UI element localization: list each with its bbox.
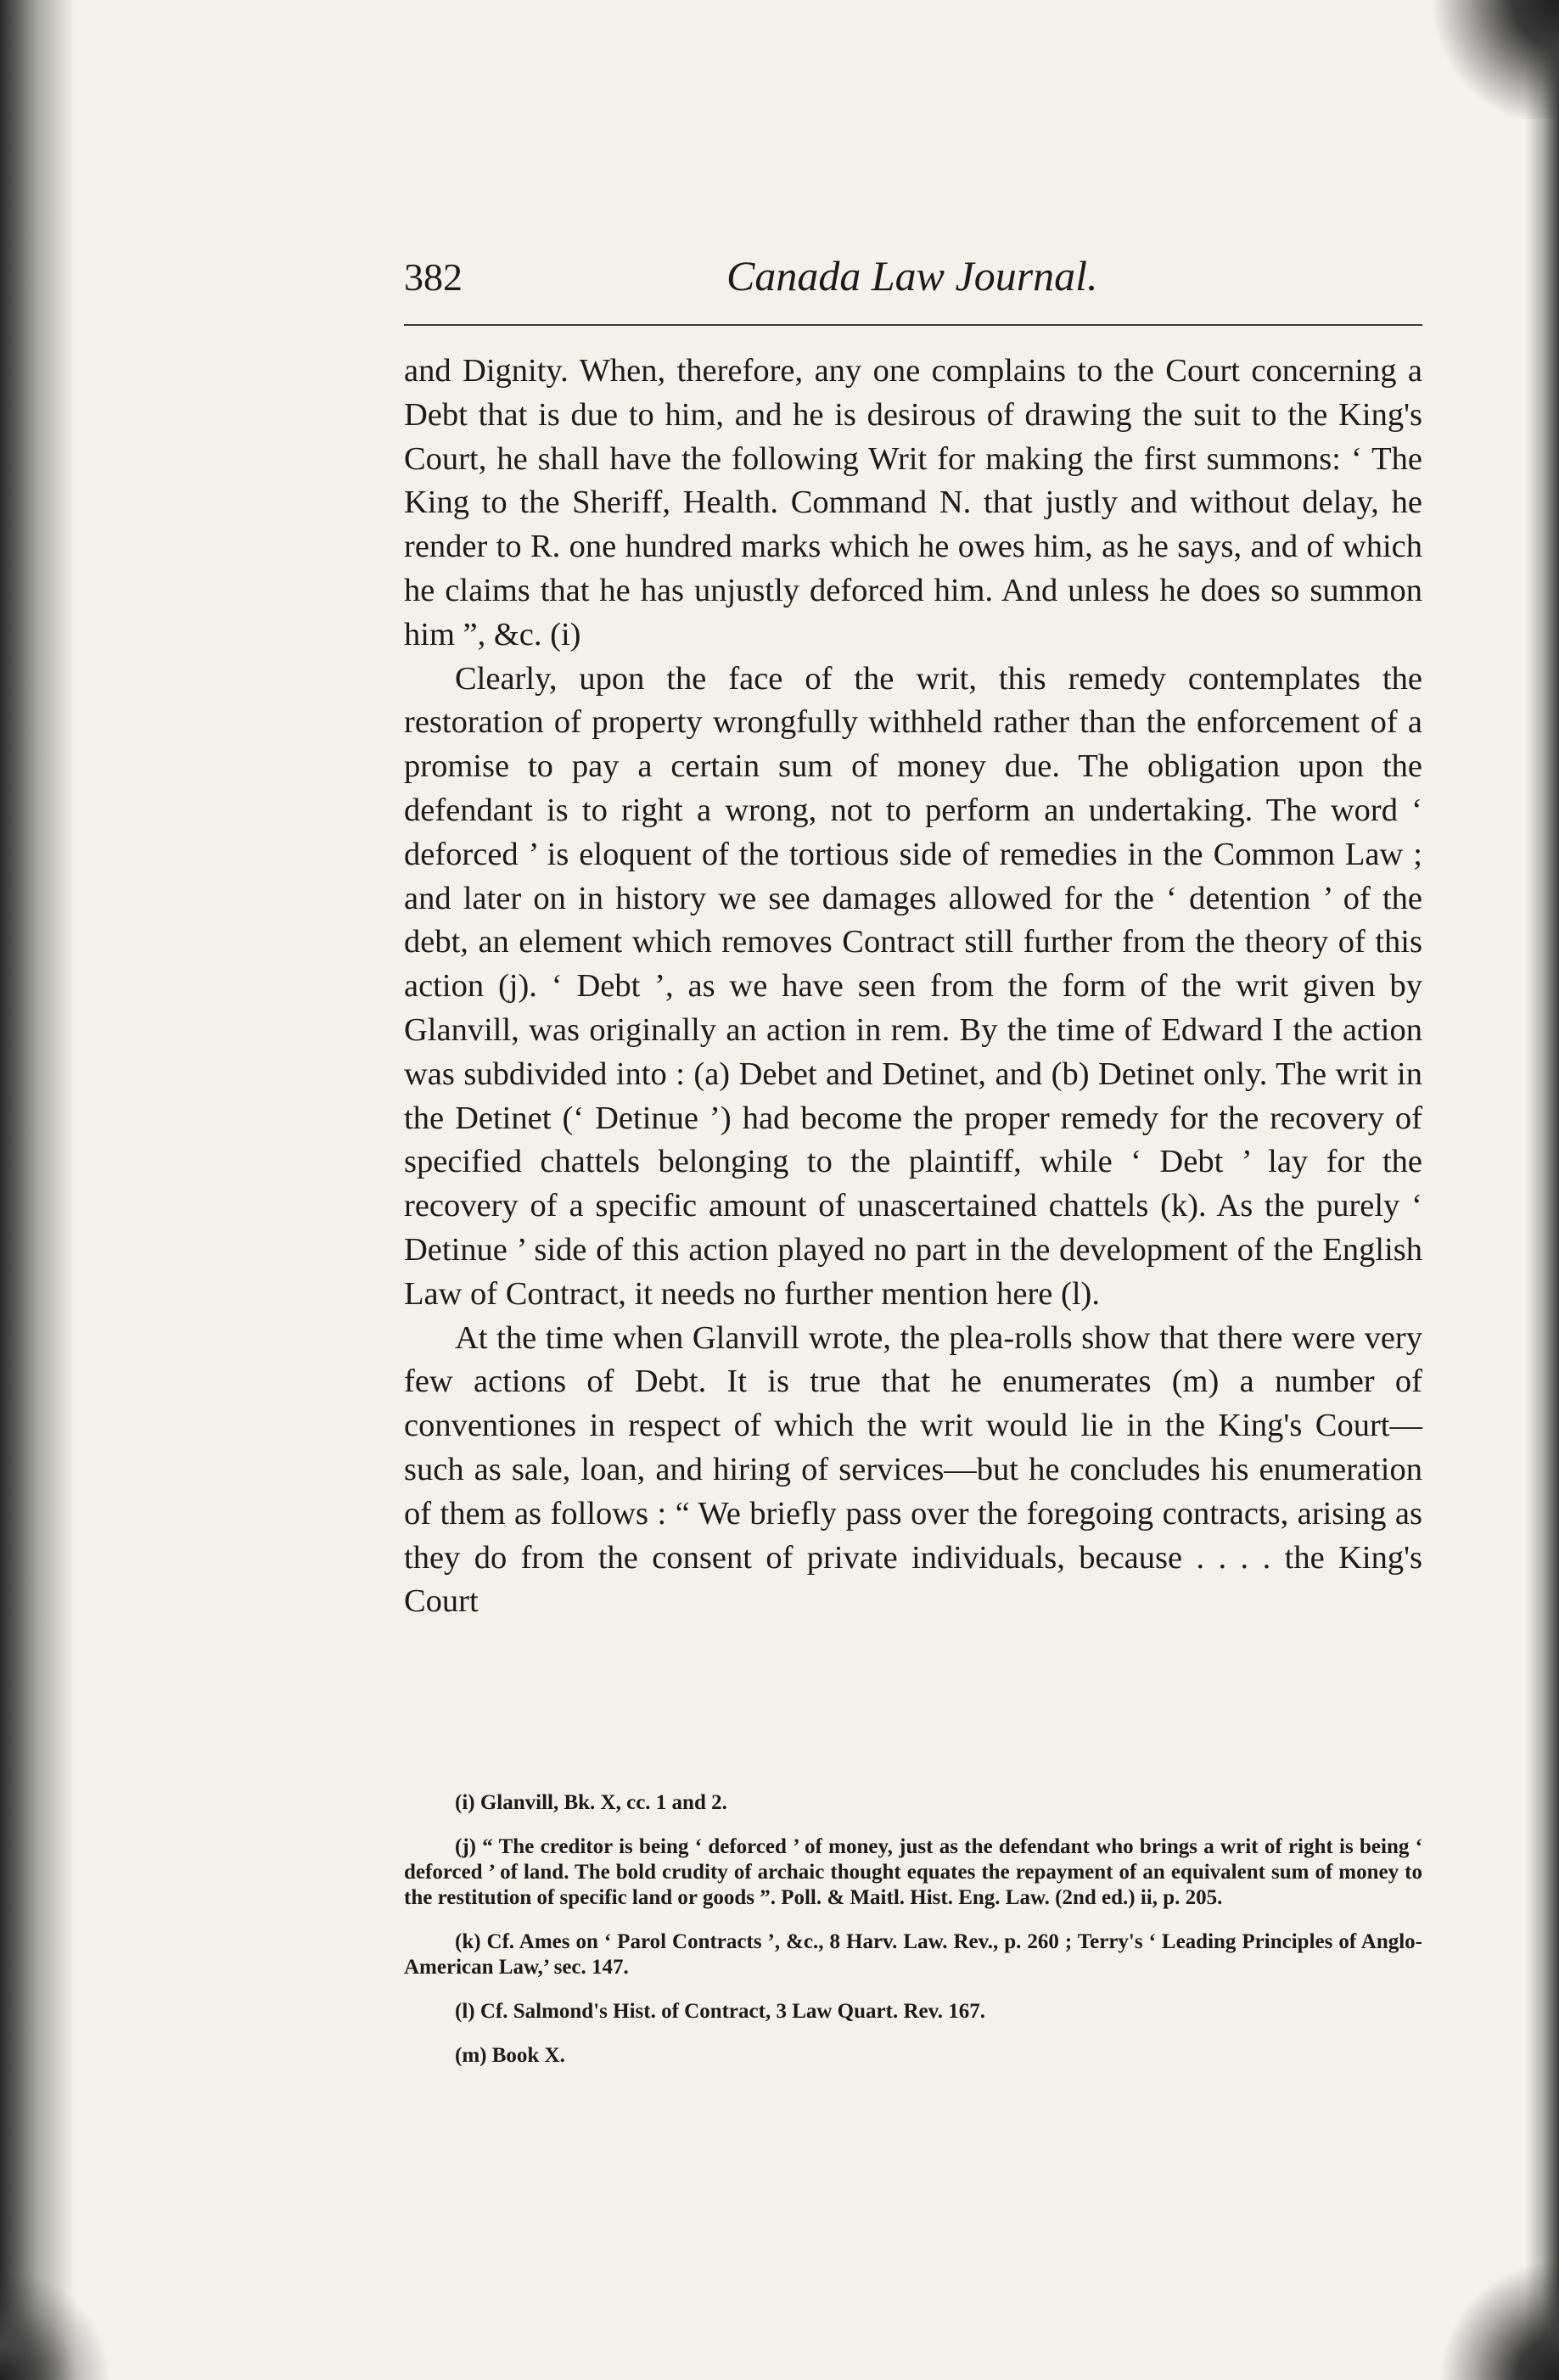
paragraph-3: At the time when Glanvill wrote, the plea-rolls show that there were very few actions of Debt. It is true that he enumerates (m) a number of conventiones in respect of which the writ would lie in the King's Court—such as sale, loan, and hiring of services—but he concludes his enumeration of them as follows : “ We briefly pass over the foregoing contracts, arising as they do from the consent of private individuals, because . . . . the King's Court — [404, 1319, 1422, 1620]
scan-edge-left — [0, 0, 76, 2380]
paragraph-1: and Dignity. When, therefore, any one complains to the Court concerning a Debt that is due to him, and he is desirous of drawing the suit to the King's Court, he shall have the following Writ for making the first summons: ‘ The King to the Sheriff, Health. Command N. that justly and without delay, he render to R. one hundred marks which he owes him, as he says, and of which he claims that he has unjustly deforced him. And unless he does so summon him ”, &c. (i) — [404, 353, 1422, 652]
footnote-l: (l) Cf. Salmond's Hist. of Contract, 3 Law Quart. Rev. 167. — [455, 2000, 985, 2023]
footnotes — [404, 1790, 1422, 2087]
journal-title: Canada Law Journal. — [726, 252, 1098, 300]
scan-corner-bottom-right — [1432, 2253, 1559, 2380]
scan-edge-right — [1525, 0, 1559, 2380]
body-text — [404, 350, 1422, 1624]
page-number: 382 — [404, 255, 463, 299]
footnote-j: (j) “ The creditor is being ‘ deforced ’ of money, just as the defendant who brings a writ of right is being ‘ deforced ’ of land. The bold crudity of archaic thought equates the repayment of an equivalent sum of money to the restitution of specific land or goods ”. Poll. & Maitl. Hist. Eng. Law. (2nd ed.) ii, p. 205. — [404, 1835, 1422, 1909]
footnote-m: (m) Book X. — [455, 2044, 565, 2067]
paragraph-2: Clearly, upon the face of the writ, this remedy contemplates the restoration of property wrongfully withheld rather than the enforcement of a promise to pay a certain sum of money due. The obligation upon the defendant is to right a wrong, not to perform an undertaking. The word ‘ deforced ’ is eloquent of the tortious side of remedies in the Common Law ; and later on in history we see damages allowed for the ‘ detention ’ of the debt, an element which removes Contract still further from the theory of this action (j). ‘ Debt ’, as we have seen from the form of the writ given by Glanvill, was originally an action in rem. By the time of Edward I the action was subdivided into : (a) Debet and Detinet, and (b) Detinet only. The writ in the Detinet (‘ Detinue ’) had become the proper remedy for the recovery of specified chattels belonging to the plaintiff, while ‘ Debt ’ lay for the recovery of a specific amount of unascertained chattels (k). As the purely ‘ Detinue ’ side of this action played no part in the development of the English Law of Contract, it needs no further mention here (l). — [404, 660, 1422, 1312]
header-rule — [404, 324, 1422, 326]
footnote-k: (k) Cf. Ames on ‘ Parol Contracts ’, &c., 8 Harv. Law. Rev., p. 260 ; Terry's ‘ Leading Principles of Anglo-American Law,’ sec. 147. — [404, 1930, 1422, 1979]
scan-corner-bottom-left — [0, 2278, 136, 2380]
scan-corner-top-right — [1415, 0, 1559, 119]
footnote-i: (i) Glanvill, Bk. X, cc. 1 and 2. — [455, 1791, 727, 1814]
running-head — [404, 246, 1422, 314]
page — [404, 246, 1422, 2067]
